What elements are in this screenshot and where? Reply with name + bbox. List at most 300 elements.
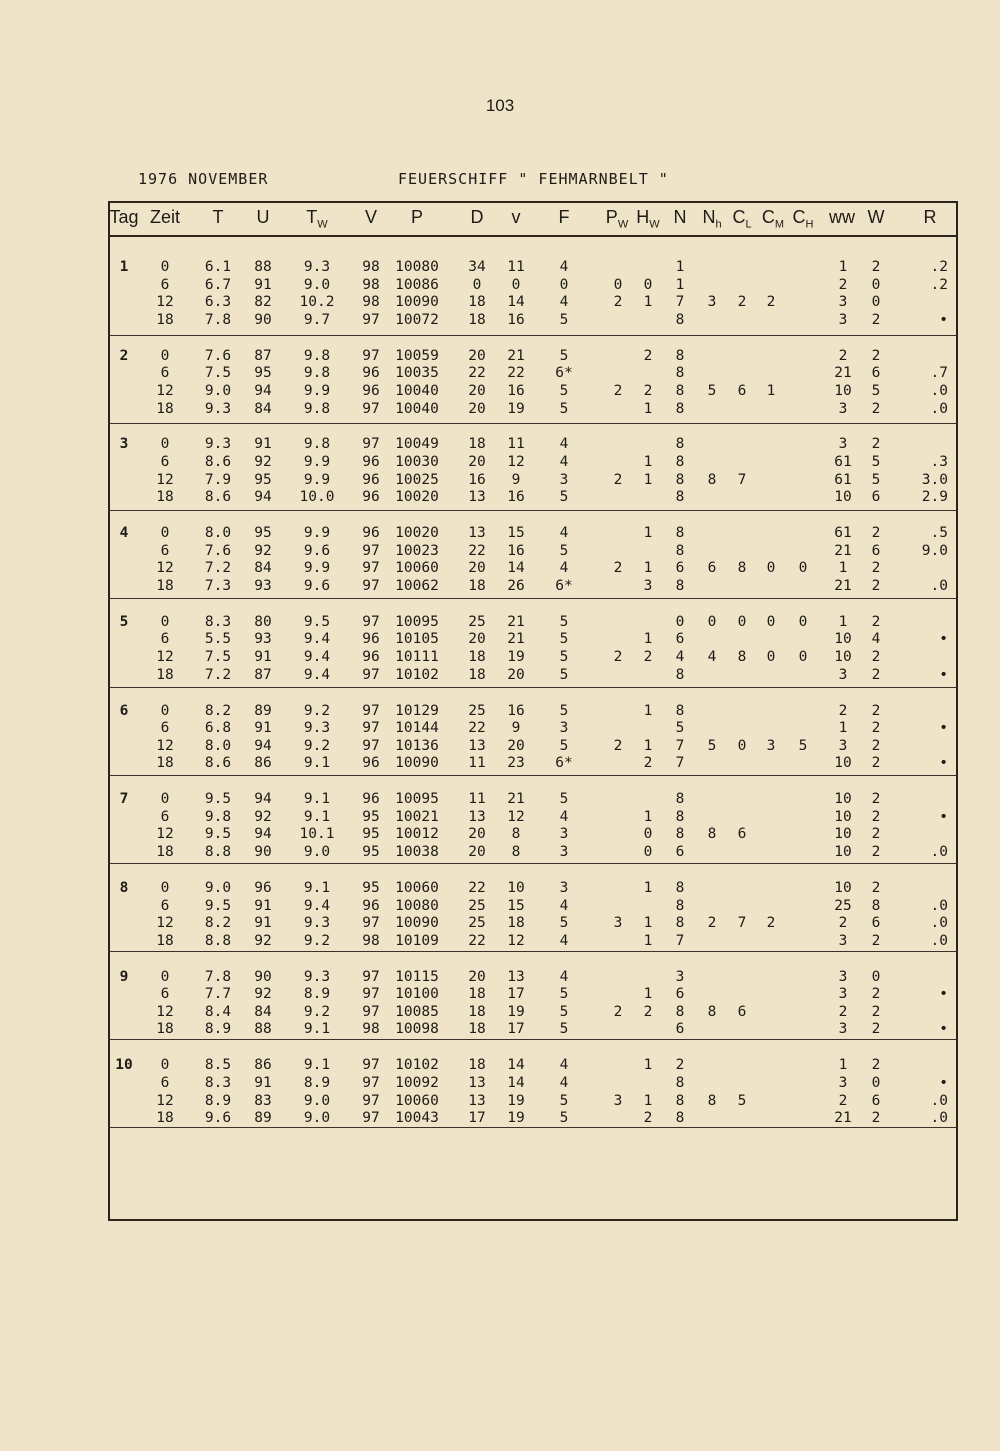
cell-r: .0 (930, 844, 948, 860)
cell-zeit: 12 (156, 471, 174, 488)
cell-v: 14 (507, 294, 525, 311)
cell-n: 8 (675, 347, 685, 364)
cell-n: 1 (675, 259, 685, 275)
cell-t: 9.8 (204, 808, 232, 825)
cell-hw: 1 (643, 702, 653, 719)
cell-pw: 2 (613, 737, 623, 754)
cell-v: 16 (507, 382, 525, 399)
cell-zeit: 6 (160, 542, 170, 559)
col-header-w: W (867, 207, 885, 227)
cell-ww: 61 (834, 525, 852, 542)
cell-tw: 9.1 (303, 808, 331, 825)
cell-u: 92 (254, 542, 272, 559)
cell-p: 10080 (395, 259, 439, 275)
cell-cm: 3 (766, 737, 776, 754)
cell-w: 2 (871, 436, 881, 453)
cell-t: 7.8 (204, 968, 232, 985)
cell-zeit: 12 (156, 1092, 174, 1109)
cell-zeit: 0 (160, 613, 170, 630)
cell-tw: 9.3 (303, 915, 331, 932)
cell-ww: 3 (838, 1021, 848, 1038)
cell-tw: 9.9 (303, 560, 331, 577)
cell-d: 13 (468, 737, 486, 754)
cell-ww: 21 (834, 365, 852, 382)
cell-t: 8.2 (204, 915, 232, 932)
cell-cm: 0 (766, 560, 776, 577)
day-separator-rule (108, 423, 958, 424)
cell-tw: 9.3 (303, 259, 331, 275)
cell-d: 13 (468, 489, 486, 506)
cell-u: 92 (254, 932, 272, 949)
cell-cm: 0 (766, 649, 776, 665)
cell-hw: 1 (643, 1092, 653, 1109)
cell-hw: 1 (643, 400, 653, 417)
day-separator-rule (108, 951, 958, 952)
cell-nh: 5 (707, 737, 717, 754)
cell-n: 7 (675, 755, 685, 772)
cell-tw: 9.2 (303, 702, 331, 719)
cell-t: 8.6 (204, 454, 232, 470)
col-header-cl: $C_L$ (732, 207, 752, 231)
cell-hw: 2 (643, 1110, 653, 1127)
cell-t: 8.2 (204, 702, 232, 719)
cell-f: 5 (559, 347, 569, 364)
cell-p: 10062 (395, 577, 439, 594)
cell-tw: 9.0 (303, 1110, 331, 1127)
cell-t: 5.5 (204, 631, 232, 648)
cell-w: 2 (871, 311, 881, 328)
cell-p: 10038 (395, 844, 439, 860)
cell-v: 97 (362, 968, 380, 985)
cell-tw: 9.1 (303, 791, 331, 808)
cell-u: 91 (254, 1074, 272, 1091)
header-rule (108, 235, 958, 237)
cell-zeit: 0 (160, 259, 170, 275)
cell-hw: 2 (643, 382, 653, 399)
cell-d: 20 (468, 347, 486, 364)
cell-zeit: 6 (160, 454, 170, 470)
cell-u: 95 (254, 471, 272, 488)
cell-f: 5 (559, 986, 569, 1003)
cell-w: 2 (871, 808, 881, 825)
cell-r: • (939, 631, 948, 648)
cell-v: 97 (362, 436, 380, 453)
col-header-cm: $C_M$ (761, 207, 785, 231)
cell-w: 2 (871, 613, 881, 630)
cell-v: 96 (362, 471, 380, 488)
cell-v: 26 (507, 577, 525, 594)
cell-v: 8 (511, 826, 521, 843)
cell-tw: 10.0 (299, 489, 335, 506)
cell-d: 18 (468, 649, 486, 665)
cell-d: 20 (468, 382, 486, 399)
cell-pw: 2 (613, 382, 623, 399)
cell-tw: 9.4 (303, 649, 331, 665)
cell-u: 92 (254, 454, 272, 470)
cell-ww: 1 (838, 613, 848, 630)
cell-t: 7.5 (204, 365, 232, 382)
cell-ww: 10 (834, 649, 852, 665)
cell-zeit: 18 (156, 311, 174, 328)
cell-tw: 9.7 (303, 311, 331, 328)
cell-n: 8 (675, 1003, 685, 1020)
cell-zeit: 12 (156, 915, 174, 932)
col-header-u: U (256, 207, 270, 227)
cell-w: 2 (871, 525, 881, 542)
cell-ww: 10 (834, 489, 852, 506)
cell-t: 7.5 (204, 649, 232, 665)
cell-cl: 6 (737, 382, 747, 399)
cell-n: 2 (675, 1057, 685, 1074)
cell-w: 2 (871, 791, 881, 808)
cell-r: 2.9 (921, 489, 948, 506)
cell-hw: 1 (643, 986, 653, 1003)
cell-n: 6 (675, 1021, 685, 1038)
cell-tw: 9.4 (303, 666, 331, 683)
cell-tw: 9.6 (303, 577, 331, 594)
cell-v: 96 (362, 755, 380, 772)
cell-v: 98 (362, 259, 380, 275)
cell-v: 16 (507, 311, 525, 328)
cell-w: 2 (871, 400, 881, 417)
cell-f: 4 (559, 436, 569, 453)
cell-tw: 9.0 (303, 276, 331, 293)
cell-hw: 1 (643, 471, 653, 488)
cell-zeit: 0 (160, 791, 170, 808)
cell-v: 97 (362, 1003, 380, 1020)
cell-n: 8 (675, 542, 685, 559)
cell-r: 3.0 (921, 471, 948, 488)
cell-u: 89 (254, 1110, 272, 1127)
cell-ww: 25 (834, 897, 852, 914)
cell-n: 8 (675, 454, 685, 470)
cell-u: 90 (254, 844, 272, 860)
cell-v: 16 (507, 489, 525, 506)
cell-tw: 9.5 (303, 613, 331, 630)
cell-f: 5 (559, 702, 569, 719)
cell-p: 10109 (395, 932, 439, 949)
cell-cl: 0 (737, 737, 747, 754)
cell-u: 88 (254, 259, 272, 275)
cell-ww: 21 (834, 1110, 852, 1127)
cell-v: 97 (362, 1074, 380, 1091)
cell-zeit: 6 (160, 986, 170, 1003)
cell-ww: 1 (838, 1057, 848, 1074)
cell-u: 94 (254, 826, 272, 843)
cell-tw: 9.0 (303, 844, 331, 860)
cell-d: 25 (468, 897, 486, 914)
cell-t: 8.0 (204, 737, 232, 754)
cell-n: 8 (675, 525, 685, 542)
cell-v: 97 (362, 311, 380, 328)
cell-t: 8.3 (204, 1074, 232, 1091)
cell-r: • (939, 720, 948, 737)
cell-tag: 8 (119, 879, 129, 896)
cell-zeit: 12 (156, 1003, 174, 1020)
cell-p: 10136 (395, 737, 439, 754)
col-header-n: N (673, 207, 687, 227)
cell-r: .0 (930, 577, 948, 594)
cell-p: 10020 (395, 489, 439, 506)
cell-p: 10144 (395, 720, 439, 737)
cell-v: 17 (507, 1021, 525, 1038)
cell-v: 14 (507, 560, 525, 577)
cell-v: 23 (507, 755, 525, 772)
col-header-v: V (364, 207, 377, 227)
cell-pw: 2 (613, 471, 623, 488)
cell-hw: 1 (643, 932, 653, 949)
cell-tag: 10 (115, 1057, 133, 1074)
cell-hw: 1 (643, 915, 653, 932)
cell-t: 8.6 (204, 489, 232, 506)
cell-hw: 1 (643, 525, 653, 542)
cell-v: 14 (507, 1074, 525, 1091)
cell-p: 10030 (395, 454, 439, 470)
cell-w: 2 (871, 666, 881, 683)
cell-n: 8 (675, 808, 685, 825)
cell-v: 96 (362, 382, 380, 399)
cell-pw: 2 (613, 1003, 623, 1020)
cell-zeit: 12 (156, 649, 174, 665)
cell-u: 95 (254, 525, 272, 542)
cell-ww: 3 (838, 932, 848, 949)
cell-t: 7.6 (204, 347, 232, 364)
cell-n: 8 (675, 915, 685, 932)
cell-v: 16 (507, 702, 525, 719)
cell-v: 10 (507, 879, 525, 896)
cell-n: 8 (675, 702, 685, 719)
cell-tag: 5 (119, 613, 129, 630)
cell-t: 7.6 (204, 542, 232, 559)
cell-d: 20 (468, 454, 486, 470)
cell-f: 5 (559, 737, 569, 754)
cell-r: .0 (930, 1092, 948, 1109)
cell-hw: 1 (643, 631, 653, 648)
cell-u: 82 (254, 294, 272, 311)
cell-r: • (939, 1074, 948, 1091)
cell-f: 5 (559, 1092, 569, 1109)
cell-v: 18 (507, 915, 525, 932)
cell-tw: 9.0 (303, 1092, 331, 1109)
cell-f: 5 (559, 791, 569, 808)
cell-f: 5 (559, 649, 569, 665)
cell-t: 6.8 (204, 720, 232, 737)
cell-w: 2 (871, 1021, 881, 1038)
cell-w: 6 (871, 542, 881, 559)
cell-cm: 0 (766, 613, 776, 630)
cell-f: 0 (559, 276, 569, 293)
cell-v: 97 (362, 702, 380, 719)
cell-v: 97 (362, 1057, 380, 1074)
cell-t: 9.0 (204, 382, 232, 399)
cell-v: 96 (362, 489, 380, 506)
cell-f: 6* (555, 755, 573, 772)
cell-p: 10072 (395, 311, 439, 328)
cell-cl: 2 (737, 294, 747, 311)
cell-p: 10023 (395, 542, 439, 559)
cell-v: 98 (362, 276, 380, 293)
cell-ch: 0 (798, 649, 808, 665)
cell-cl: 0 (737, 613, 747, 630)
cell-p: 10098 (395, 1021, 439, 1038)
cell-v: 16 (507, 542, 525, 559)
cell-n: 1 (675, 276, 685, 293)
cell-d: 22 (468, 932, 486, 949)
cell-d: 34 (468, 259, 486, 275)
cell-f: 5 (559, 382, 569, 399)
col-header-zeit: Zeit (149, 207, 180, 227)
cell-r: • (939, 755, 948, 772)
cell-w: 2 (871, 737, 881, 754)
cell-cl: 7 (737, 915, 747, 932)
cell-t: 9.5 (204, 826, 232, 843)
cell-v: 12 (507, 808, 525, 825)
cell-w: 5 (871, 454, 881, 470)
cell-p: 10092 (395, 1074, 439, 1091)
cell-tw: 9.4 (303, 897, 331, 914)
cell-zeit: 12 (156, 737, 174, 754)
cell-n: 6 (675, 986, 685, 1003)
cell-t: 9.5 (204, 791, 232, 808)
cell-r: .0 (930, 400, 948, 417)
cell-hw: 0 (643, 844, 653, 860)
cell-zeit: 12 (156, 560, 174, 577)
cell-t: 8.8 (204, 932, 232, 949)
cell-w: 2 (871, 986, 881, 1003)
cell-tw: 9.9 (303, 471, 331, 488)
cell-w: 2 (871, 259, 881, 275)
cell-hw: 1 (643, 560, 653, 577)
cell-r: .2 (930, 259, 948, 275)
cell-w: 2 (871, 1057, 881, 1074)
col-header-pw: $P_W$ (605, 207, 629, 231)
cell-n: 6 (675, 844, 685, 860)
cell-tag: 2 (119, 347, 129, 364)
cell-w: 2 (871, 1110, 881, 1127)
cell-v: 19 (507, 1110, 525, 1127)
cell-zeit: 12 (156, 382, 174, 399)
cell-d: 20 (468, 400, 486, 417)
cell-u: 91 (254, 276, 272, 293)
cell-v: 19 (507, 649, 525, 665)
cell-d: 20 (468, 826, 486, 843)
cell-v: 17 (507, 986, 525, 1003)
cell-nh: 4 (707, 649, 717, 665)
cell-f: 5 (559, 915, 569, 932)
cell-hw: 2 (643, 1003, 653, 1020)
cell-v: 96 (362, 525, 380, 542)
cell-u: 96 (254, 879, 272, 896)
cell-hw: 1 (643, 808, 653, 825)
cell-u: 92 (254, 808, 272, 825)
cell-f: 6* (555, 577, 573, 594)
day-separator-rule (108, 335, 958, 336)
cell-zeit: 18 (156, 1021, 174, 1038)
cell-tw: 9.8 (303, 365, 331, 382)
cell-zeit: 12 (156, 294, 174, 311)
cell-zeit: 12 (156, 826, 174, 843)
cell-v: 15 (507, 897, 525, 914)
cell-r: .0 (930, 915, 948, 932)
cell-p: 10095 (395, 613, 439, 630)
cell-v: 14 (507, 1057, 525, 1074)
cell-pw: 3 (613, 1092, 623, 1109)
cell-u: 94 (254, 489, 272, 506)
cell-hw: 2 (643, 649, 653, 665)
cell-n: 8 (675, 879, 685, 896)
cell-t: 8.3 (204, 613, 232, 630)
cell-u: 91 (254, 720, 272, 737)
cell-u: 95 (254, 365, 272, 382)
cell-n: 8 (675, 577, 685, 594)
cell-p: 10060 (395, 879, 439, 896)
cell-w: 0 (871, 1074, 881, 1091)
cell-v: 95 (362, 879, 380, 896)
cell-f: 3 (559, 879, 569, 896)
cell-r: • (939, 986, 948, 1003)
cell-ww: 1 (838, 259, 848, 275)
cell-w: 8 (871, 897, 881, 914)
cell-u: 84 (254, 400, 272, 417)
day-separator-rule (108, 510, 958, 511)
cell-zeit: 0 (160, 525, 170, 542)
cell-v: 19 (507, 400, 525, 417)
cell-d: 18 (468, 577, 486, 594)
cell-cl: 6 (737, 1003, 747, 1020)
cell-pw: 3 (613, 915, 623, 932)
cell-w: 2 (871, 702, 881, 719)
cell-tw: 9.3 (303, 968, 331, 985)
cell-nh: 0 (707, 613, 717, 630)
year-month-heading: 1976 NOVEMBER (138, 170, 269, 188)
cell-tw: 9.9 (303, 525, 331, 542)
cell-p: 10090 (395, 294, 439, 311)
cell-p: 10086 (395, 276, 439, 293)
cell-zeit: 18 (156, 932, 174, 949)
cell-n: 8 (675, 489, 685, 506)
cell-tw: 9.2 (303, 737, 331, 754)
cell-n: 8 (675, 1092, 685, 1109)
cell-ww: 3 (838, 400, 848, 417)
cell-tw: 9.1 (303, 755, 331, 772)
cell-p: 10060 (395, 560, 439, 577)
cell-p: 10035 (395, 365, 439, 382)
cell-v: 97 (362, 400, 380, 417)
cell-v: 21 (507, 631, 525, 648)
cell-zeit: 0 (160, 879, 170, 896)
cell-t: 7.8 (204, 311, 232, 328)
cell-t: 7.9 (204, 471, 232, 488)
cell-v: 12 (507, 454, 525, 470)
cell-cm: 2 (766, 294, 776, 311)
cell-t: 8.6 (204, 755, 232, 772)
cell-ww: 3 (838, 737, 848, 754)
cell-nh: 6 (707, 560, 717, 577)
cell-w: 2 (871, 347, 881, 364)
cell-tw: 9.1 (303, 1057, 331, 1074)
cell-ww: 10 (834, 755, 852, 772)
page-number: 103 (485, 96, 515, 115)
cell-n: 8 (675, 400, 685, 417)
cell-u: 87 (254, 347, 272, 364)
cell-r: .5 (930, 525, 948, 542)
cell-d: 20 (468, 560, 486, 577)
cell-ww: 3 (838, 1074, 848, 1091)
cell-v: 20 (507, 737, 525, 754)
cell-d: 18 (468, 311, 486, 328)
cell-tw: 10.2 (299, 294, 335, 311)
cell-zeit: 18 (156, 489, 174, 506)
